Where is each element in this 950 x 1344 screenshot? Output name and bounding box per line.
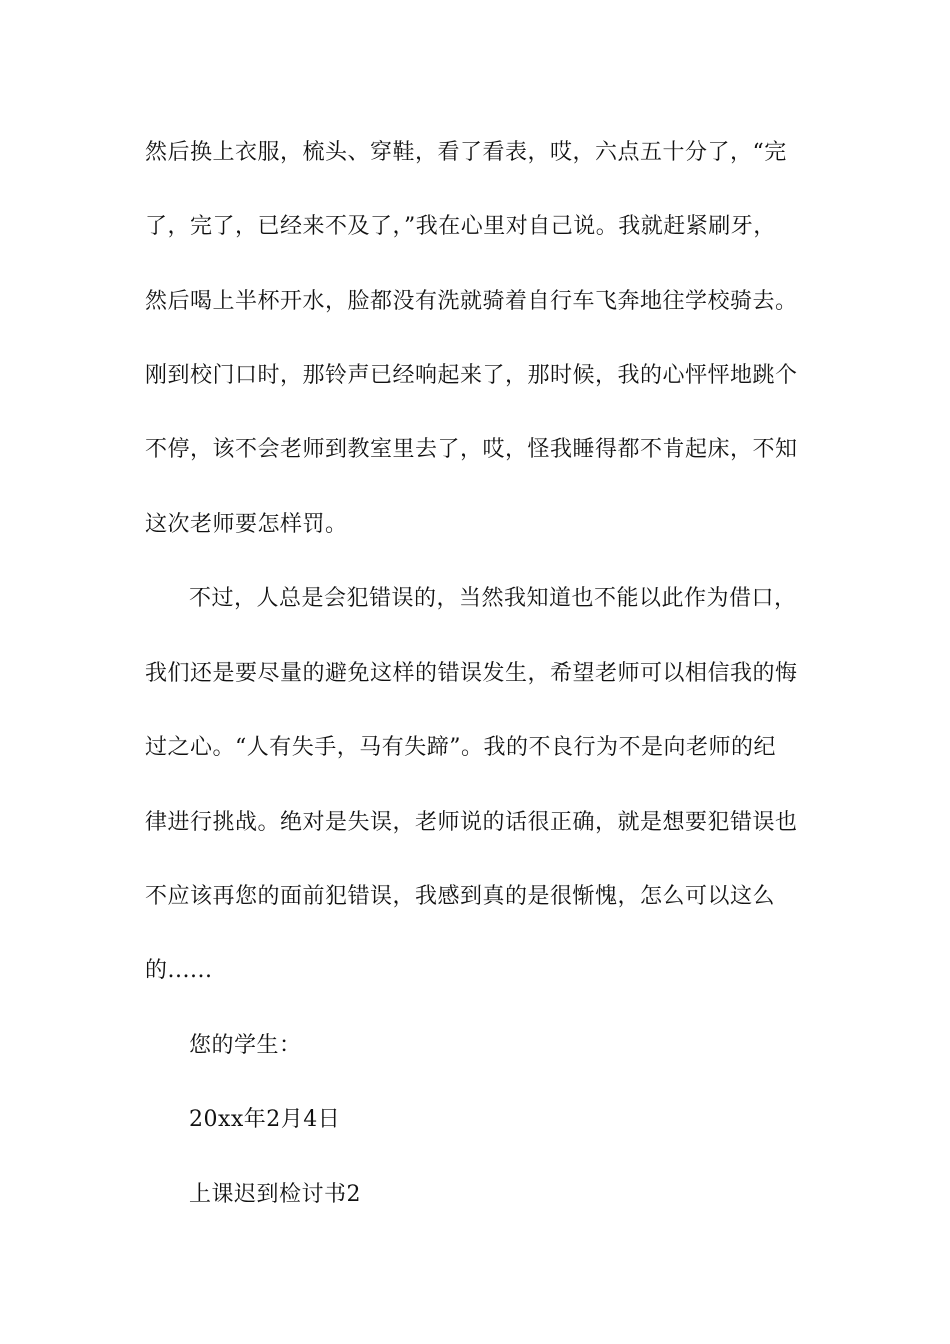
paragraph-line: 的...... (145, 958, 213, 983)
signature-line: 您的学生： (189, 1033, 302, 1058)
paragraph-line: 不过，人总是会犯错误的，当然我知道也不能以此作为借口， (189, 586, 797, 611)
date-line: 20xx年2月4日 (189, 1107, 341, 1132)
paragraph-line: 我们还是要尽量的避免这样的错误发生，希望老师可以相信我的悔 (145, 661, 798, 686)
paragraph-line: 不应该再您的面前犯错误，我感到真的是很惭愧，怎么可以这么 (145, 884, 776, 909)
paragraph-line: 了，完了，已经来不及了，”我在心里对自己说。我就赶紧刷牙， (145, 214, 776, 239)
paragraph-line: 然后换上衣服，梳头、穿鞋，看了看表，哎，六点五十分了，“完 (145, 140, 787, 165)
paragraph-line: 不停，该不会老师到教室里去了，哎，怪我睡得都不肯起床，不知 (145, 437, 798, 462)
paragraph-line: 过之心。“人有失手，马有失蹄”。我的不良行为不是向老师的纪 (145, 735, 776, 760)
paragraph-line: 这次老师要怎样罚。 (145, 512, 348, 537)
paragraph-line: 然后喝上半杯开水，脸都没有洗就骑着自行车飞奔地往学校骑去。 (145, 289, 798, 314)
paragraph-line: 刚到校门口时，那铃声已经响起来了，那时候，我的心怦怦地跳个 (145, 363, 798, 388)
next-section-title: 上课迟到检讨书2 (189, 1182, 361, 1207)
paragraph-line: 律进行挑战。绝对是失误，老师说的话很正确，就是想要犯错误也 (145, 810, 798, 835)
